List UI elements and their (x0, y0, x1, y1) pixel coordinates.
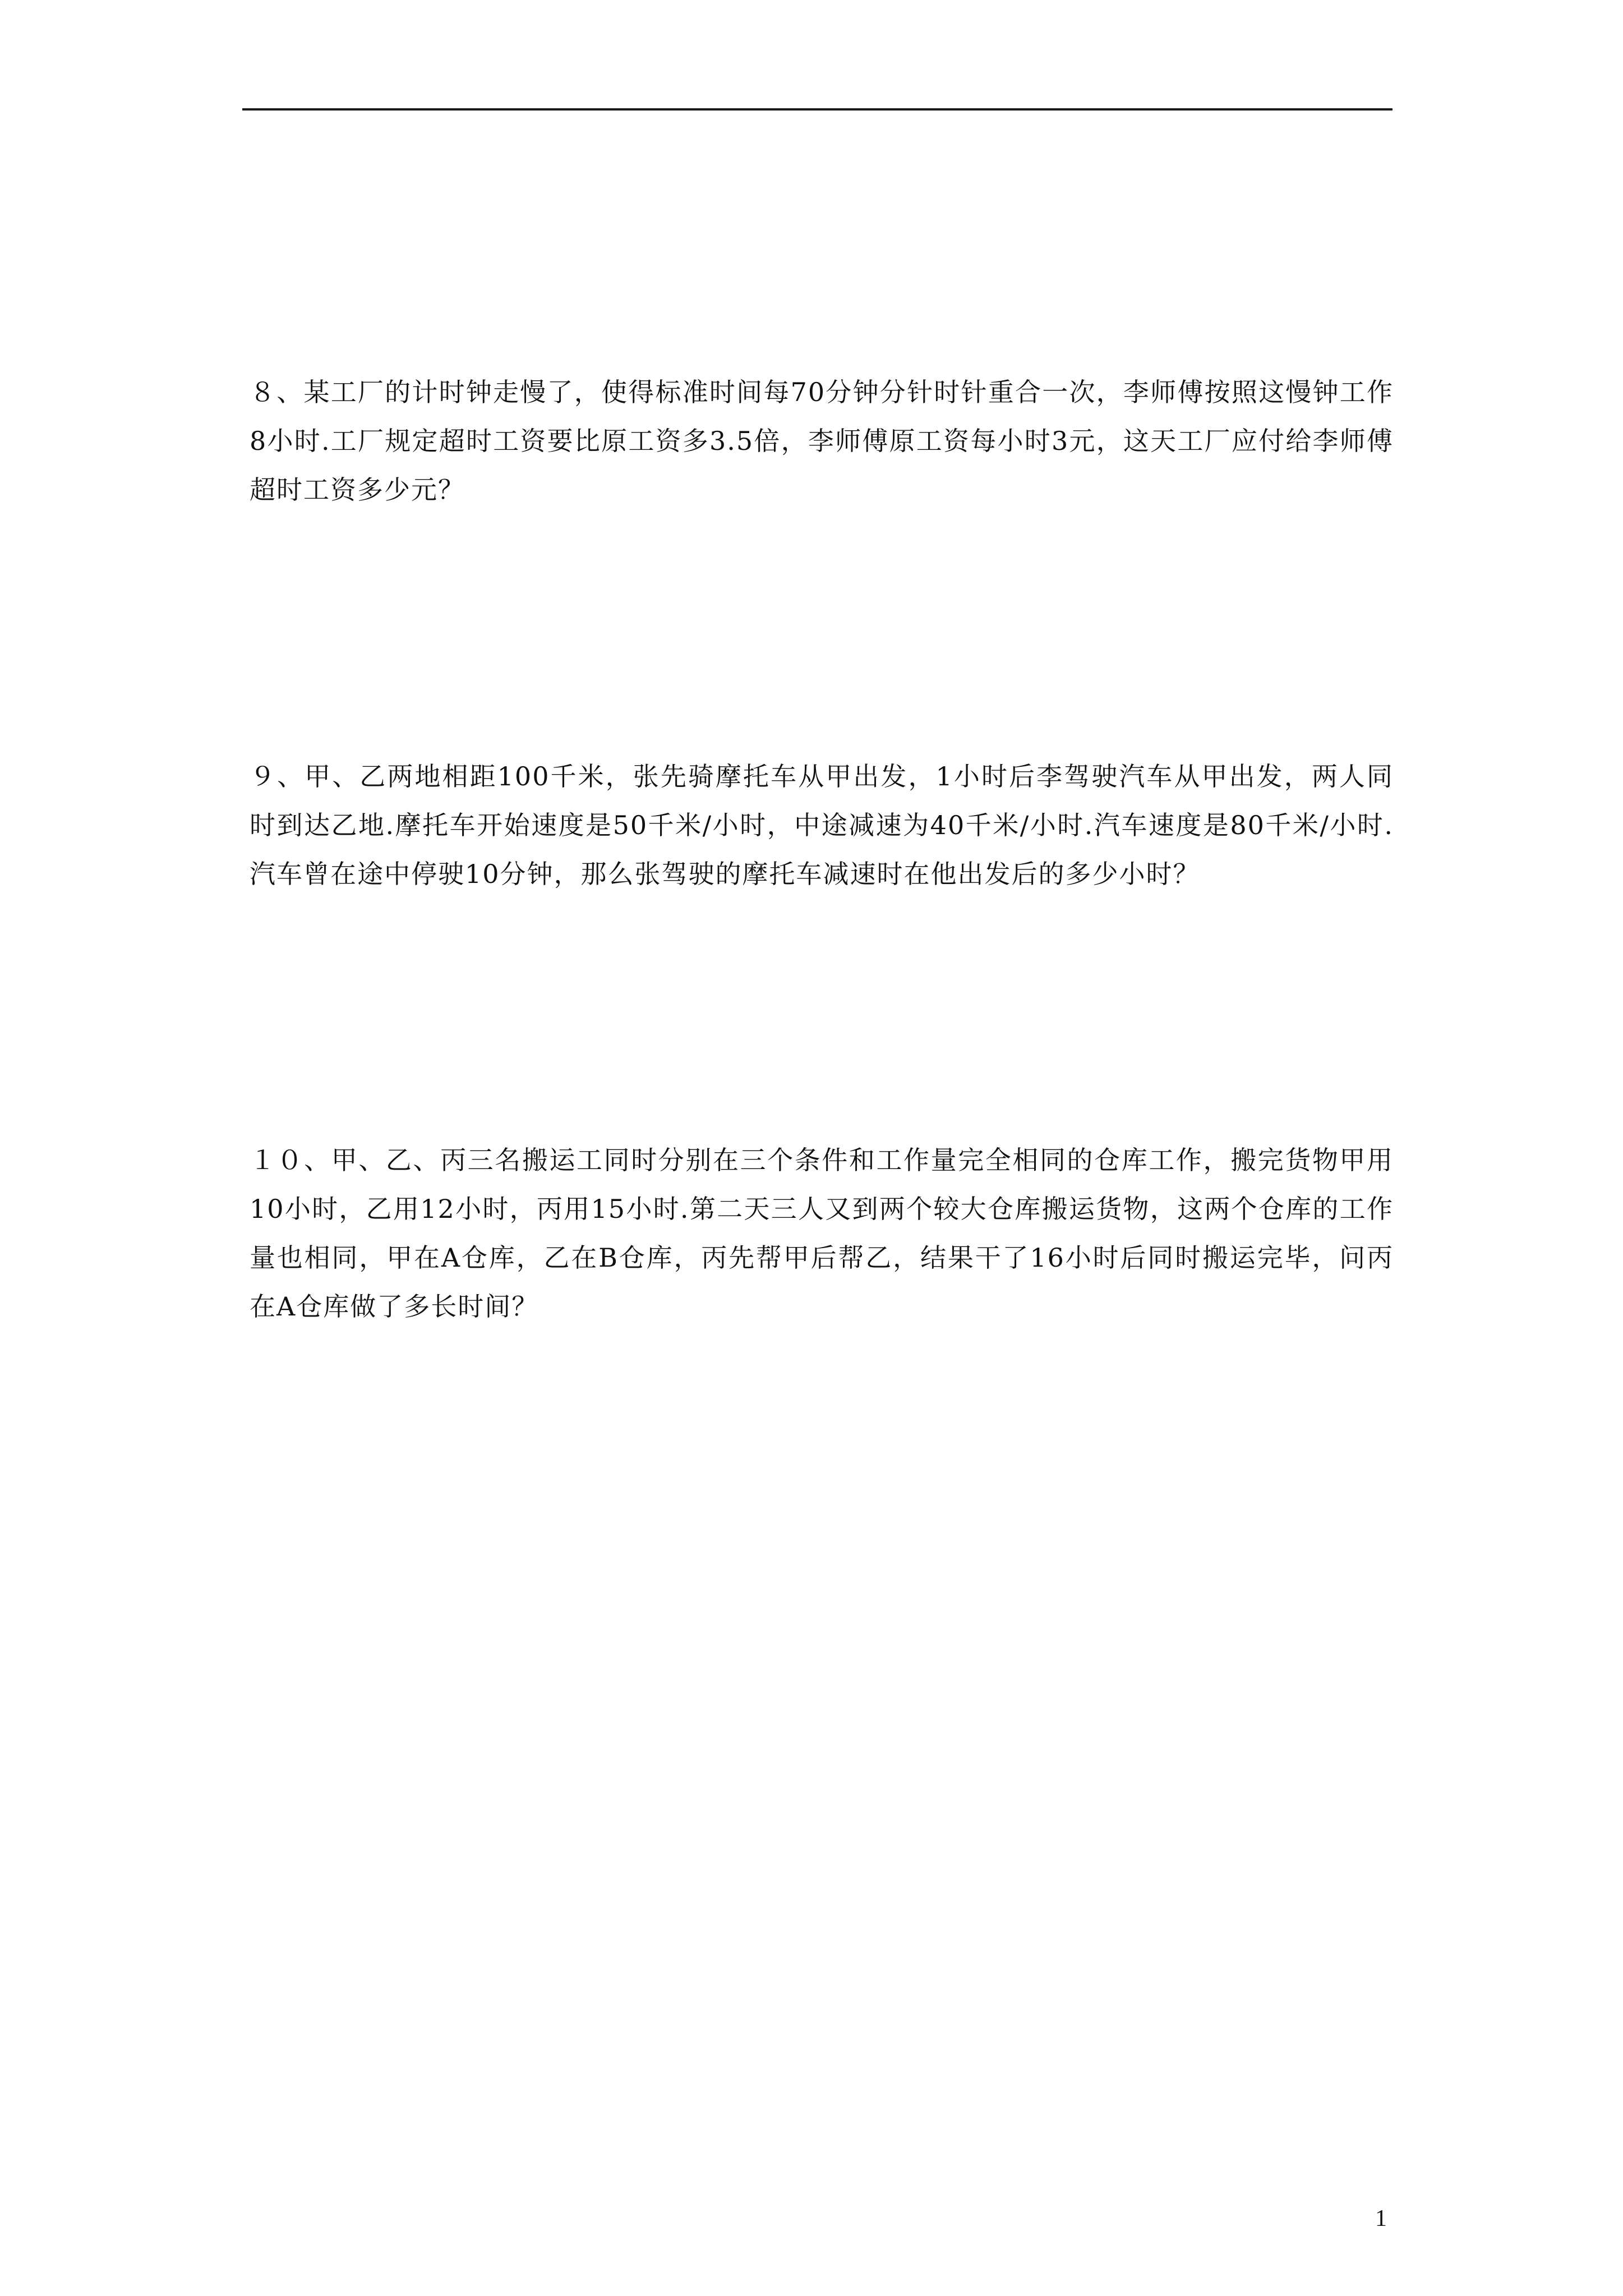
problem-10: １０、甲、乙、丙三名搬运工同时分别在三个条件和工作量完全相同的仓库工作，搬完货物甲用10小时，乙用12小时，丙用15小时.第二天三人又到两个较大仓库搬运货物，这两个仓库的工作量也相同，甲在A仓库，乙在B仓库，丙先帮甲后帮乙，结果干了16小时后同时搬运完毕，问丙在A仓库做了多长时间？ (250, 1145, 1394, 1322)
header-rule (242, 108, 1393, 111)
page-number: 1 (1375, 2206, 1387, 2231)
problem-8: ８、某工厂的计时钟走慢了，使得标准时间每70分钟分针时针重合一次，李师傅按照这慢钟工作8小时.工厂规定超时工资要比原工资多3.5倍，李师傅原工资每小时3元，这天工厂应付给李师傅超时工资多少元？ (250, 377, 1394, 505)
problem-9: ９、甲、乙两地相距100千米，张先骑摩托车从甲出发，1小时后李驾驶汽车从甲出发，两人同时到达乙地.摩托车开始速度是50千米/小时，中途减速为40千米/小时.汽车速度是80千米/小时.汽车曾在途中停驶10分钟，那么张驾驶的摩托车减速时在他出发后的多少小时？ (250, 761, 1394, 889)
